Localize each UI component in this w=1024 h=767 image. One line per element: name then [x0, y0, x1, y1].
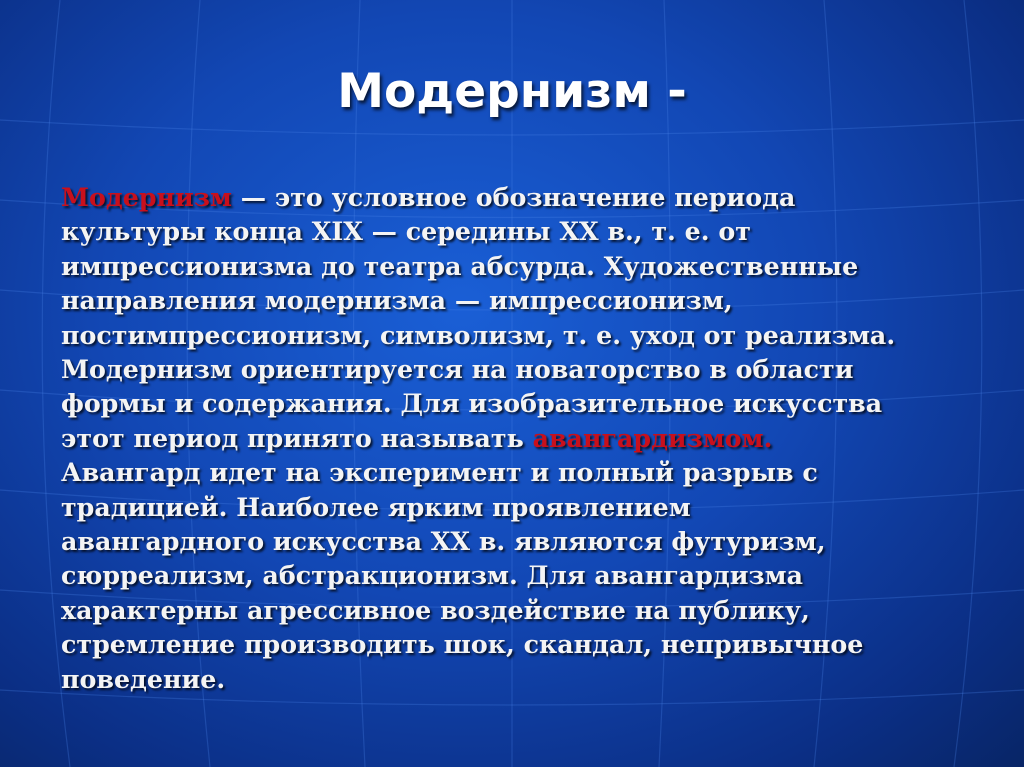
text-segment: направления модернизма — импрессионизм,	[61, 285, 733, 316]
highlighted-term: Модернизм	[61, 182, 232, 212]
text-segment: постимпрессионизм, символизм, т. е. уход от реализма.	[61, 319, 896, 350]
text-line	[61, 386, 966, 420]
text-segment: формы и содержания. Для изобразительное искусства	[61, 388, 883, 419]
text-segment: поведение.	[61, 663, 226, 694]
text-line	[61, 524, 966, 558]
text-line	[61, 455, 966, 489]
text-segment: характерны агрессивное воздействие на публику,	[61, 594, 810, 625]
highlighted-term: авангардизмом.	[532, 422, 773, 453]
text-segment: сюрреализм, абстракционизм. Для авангардизма	[61, 560, 803, 591]
text-segment: культуры конца XIX — середины XX в., т. е. от	[61, 216, 751, 247]
text-line	[61, 421, 966, 455]
text-segment: импрессионизма до театра абсурда. Художественные	[61, 250, 859, 281]
text-segment: этот период принято называть	[61, 422, 533, 453]
text-line	[61, 558, 966, 592]
text-line	[61, 249, 966, 283]
text-line	[61, 593, 966, 627]
text-line	[61, 214, 966, 248]
text-segment: — это условное обозначение периода	[231, 182, 796, 212]
slide-title: Модернизм -	[337, 64, 687, 119]
text-line	[61, 283, 966, 317]
text-segment: традицией. Наиболее ярким проявлением	[61, 491, 691, 522]
text-line	[61, 490, 966, 524]
text-line	[61, 627, 966, 661]
text-line	[61, 662, 966, 696]
text-segment: Модернизм ориентируется на новаторство в области	[61, 354, 854, 385]
text-segment: авангардного искусства XX в. являются футуризм,	[61, 526, 826, 557]
text-line	[61, 352, 966, 386]
text-segment: стремление производить шок, скандал, непривычное	[61, 629, 864, 660]
text-line	[61, 318, 966, 352]
slide-body-text	[61, 180, 966, 696]
text-line	[61, 180, 966, 214]
text-segment: Авангард идет на эксперимент и полный разрыв с	[61, 457, 818, 488]
